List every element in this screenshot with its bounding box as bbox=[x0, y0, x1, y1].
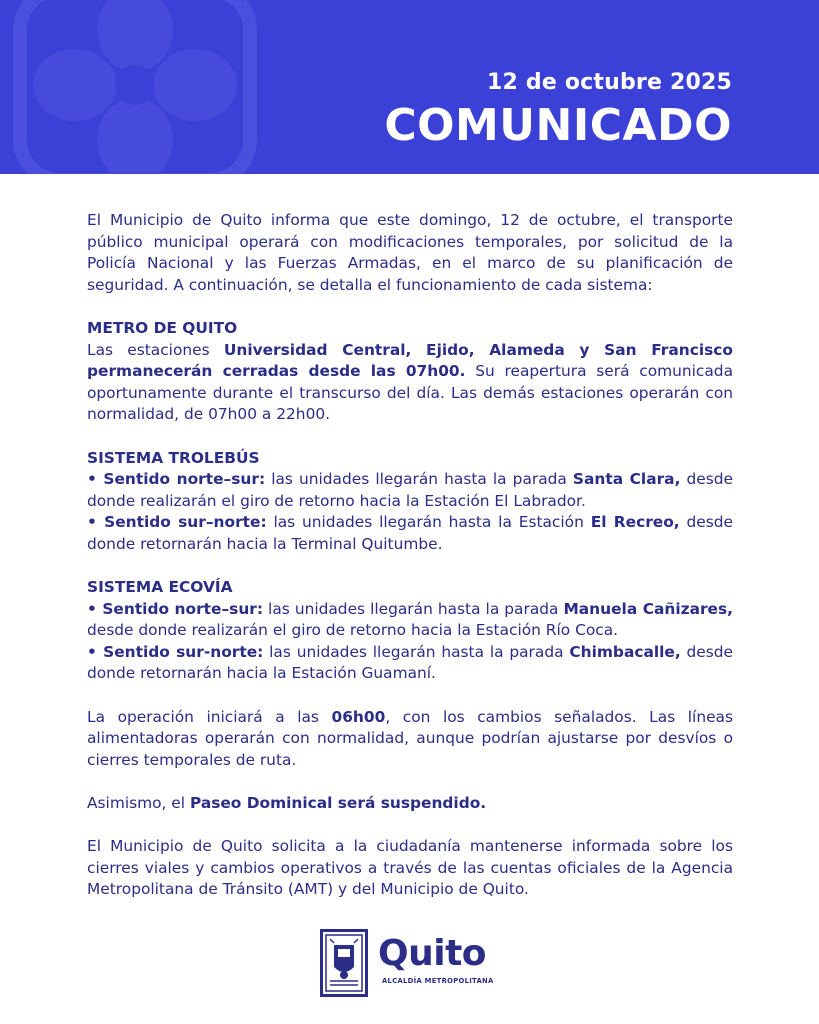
list-item bbox=[87, 599, 733, 642]
list-item bbox=[87, 642, 733, 685]
operation-text-2: , con los cambios señalados. Las líneas alimentadoras operarán con normalidad, aunque podrían ajustarse por desvíos o cierres temporales de ruta. bbox=[87, 707, 733, 769]
item-text: las unidades llegarán hasta la parada bbox=[263, 599, 564, 618]
paseo-bold: Paseo Dominical será suspendido. bbox=[189, 794, 487, 813]
item-text: las unidades llegarán hasta la Estación bbox=[266, 513, 591, 532]
communique-body bbox=[87, 210, 733, 901]
item-text: desde donde retornarán hacia la Terminal Quitumbe. bbox=[87, 513, 733, 553]
bullet: • bbox=[87, 470, 104, 489]
metro-stations-bold: Universidad Central, Ejido, Alameda y San Francisco permanecerán cerradas desde las 07h00. bbox=[87, 340, 733, 381]
bullet: • bbox=[87, 642, 104, 661]
trolebus-heading: SISTEMA TROLEBÚS bbox=[87, 448, 260, 467]
item-text: desde donde realizarán el giro de retorno hacia la Estación Río Coca. bbox=[87, 621, 619, 640]
quito-wordmark: Quito bbox=[378, 933, 487, 974]
paseo-paragraph bbox=[87, 793, 733, 815]
date-label: 12 de octubre 2025 bbox=[487, 70, 732, 95]
footer-logo bbox=[320, 929, 520, 997]
metro-paragraph bbox=[87, 340, 733, 426]
item-text: desde donde retornarán hacia la Estación Guamaní. bbox=[87, 642, 733, 683]
quito-flower-watermark-icon bbox=[0, 0, 300, 174]
bullet: • bbox=[87, 513, 105, 532]
stop-name: Santa Clara, bbox=[572, 470, 681, 489]
closing-paragraph: El Municipio de Quito solicita a la ciudadanía mantenerse informada sobre los cierres viales y cambios operativos a través de las cuentas oficiales de la Agencia Metropolitana de Tránsito (AMT) y del Municipio de Quito. bbox=[87, 837, 733, 899]
quito-coat-of-arms-icon bbox=[320, 929, 368, 997]
stop-name: Manuela Cañizares, bbox=[563, 599, 733, 618]
start-time: 06h00 bbox=[331, 707, 386, 726]
metro-heading: METRO DE QUITO bbox=[87, 318, 238, 337]
stop-name: Chimbacalle, bbox=[569, 642, 681, 661]
list-item bbox=[87, 469, 733, 512]
page-title: COMUNICADO bbox=[384, 100, 732, 151]
metro-text-2: Su reapertura será comunicada oportunamente durante el transcurso del día. Las demás estaciones operarán con normalidad, de 07h00 a 22h00. bbox=[87, 362, 734, 424]
direction-label: Sentido norte–sur: bbox=[103, 470, 266, 489]
alcaldia-subtitle: ALCALDÍA METROPOLITANA bbox=[382, 977, 494, 985]
header-banner bbox=[0, 0, 819, 174]
bullet: • bbox=[87, 599, 103, 618]
intro-paragraph: El Municipio de Quito informa que este domingo, 12 de octubre, el transporte público municipal operará con modificaciones temporales, por solicitud de la Policía Nacional y las Fuerzas Armadas, en el marco de su planificación de seguridad. A continuación, se detalla el funcionamiento de cada sistema: bbox=[87, 211, 733, 294]
metro-text-1: Las estaciones bbox=[87, 340, 224, 359]
ecovia-section bbox=[87, 577, 733, 685]
item-text: desde donde realizarán el giro de retorno hacia la Estación El Labrador. bbox=[87, 470, 733, 510]
item-text: las unidades llegarán hasta la parada bbox=[263, 642, 570, 661]
item-text: las unidades llegarán hasta la parada bbox=[265, 470, 573, 489]
ecovia-heading: SISTEMA ECOVÍA bbox=[87, 578, 233, 597]
trolebus-section bbox=[87, 448, 733, 556]
direction-label: Sentido norte–sur: bbox=[102, 599, 264, 618]
metro-section bbox=[87, 318, 733, 426]
stop-name: El Recreo, bbox=[590, 513, 680, 532]
direction-label: Sentido sur-norte: bbox=[103, 642, 264, 661]
direction-label: Sentido sur–norte: bbox=[104, 513, 267, 532]
operation-text-1: La operación iniciará a las bbox=[87, 707, 332, 726]
operation-paragraph bbox=[87, 707, 733, 772]
list-item bbox=[87, 512, 733, 555]
paseo-text: Asimismo, el bbox=[87, 794, 190, 813]
